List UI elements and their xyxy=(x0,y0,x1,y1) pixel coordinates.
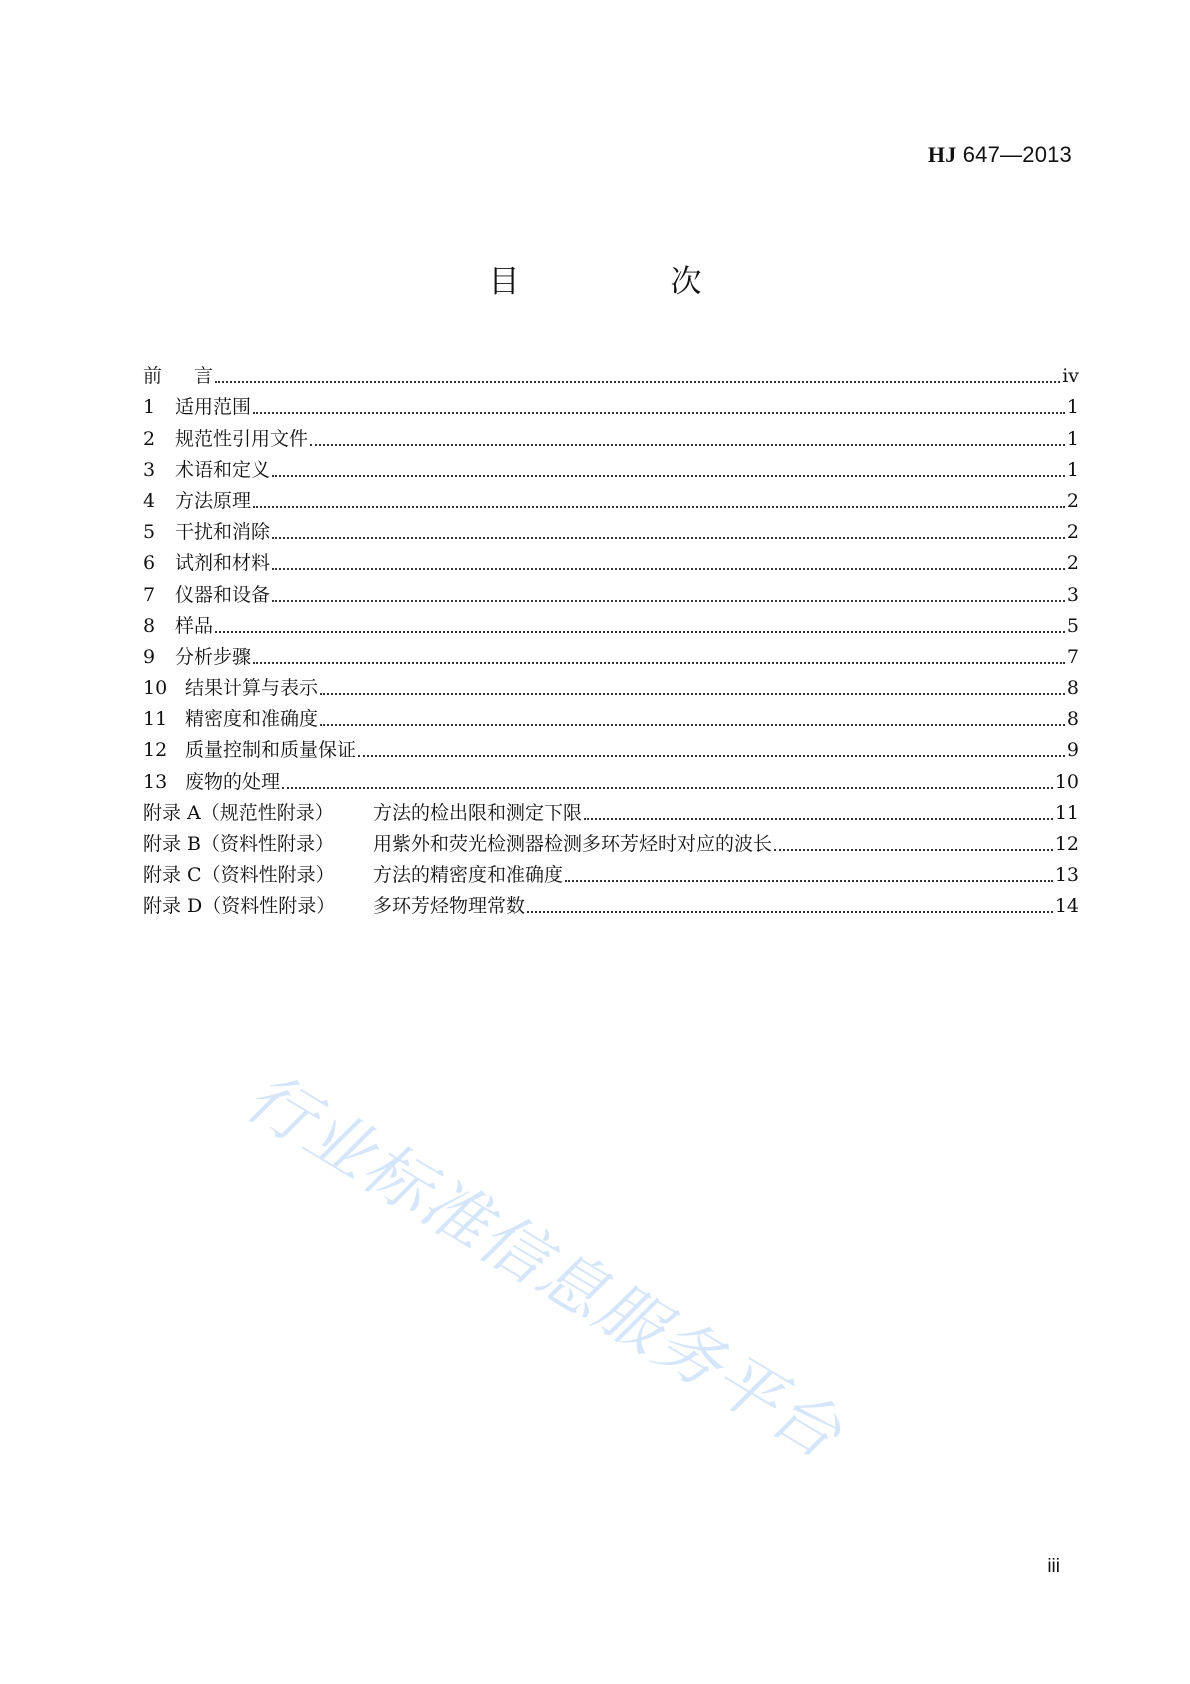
toc-entry[interactable] xyxy=(143,669,1079,700)
toc-entry-page: 3 xyxy=(1066,583,1079,606)
toc-entry-page: 8 xyxy=(1066,708,1079,731)
toc-entry-title: 仪器和设备 xyxy=(175,583,271,606)
toc-entry-page: 1 xyxy=(1066,458,1079,481)
dot-leader xyxy=(565,879,1053,882)
toc-entry[interactable] xyxy=(143,607,1079,638)
toc-entry-number: 附录 D（资料性附录） xyxy=(143,895,336,918)
toc-entry-number: 7 xyxy=(143,583,156,606)
toc-entry-page: 14 xyxy=(1054,895,1079,918)
toc-entry-page: 9 xyxy=(1066,739,1079,762)
toc-entry-title: 多环芳烃物理常数 xyxy=(373,895,526,918)
toc-entry[interactable] xyxy=(143,638,1079,669)
toc-entry-page: 13 xyxy=(1054,864,1079,887)
dot-leader xyxy=(358,754,1065,757)
toc-entry-number: 3 xyxy=(143,458,156,481)
toc-entry-page: 2 xyxy=(1066,521,1079,544)
toc-entry-page: 10 xyxy=(1054,770,1079,793)
watermark: 行业标准信息服务平台 xyxy=(232,1057,856,1475)
toc-entry-title: 分析步骤 xyxy=(175,645,252,668)
toc-entry-title: 试剂和材料 xyxy=(175,552,271,575)
toc-entry[interactable] xyxy=(143,731,1079,762)
toc-entry-title: 精密度和准确度 xyxy=(185,708,319,731)
dot-leader xyxy=(282,786,1053,789)
toc-entry-number: 10 xyxy=(143,677,168,700)
table-of-contents xyxy=(143,357,1079,918)
toc-entry-page: 7 xyxy=(1066,645,1079,668)
toc-entry[interactable] xyxy=(143,419,1079,450)
toc-entry[interactable] xyxy=(143,887,1079,918)
toc-entry-page: 2 xyxy=(1066,552,1079,575)
toc-entry-title: 方法的精密度和准确度 xyxy=(373,864,564,887)
toc-entry-page: 8 xyxy=(1066,677,1079,700)
toc-entry[interactable] xyxy=(143,482,1079,513)
document-code xyxy=(928,142,1072,168)
dot-leader xyxy=(584,817,1053,820)
page-number: iii xyxy=(1047,1556,1060,1577)
dot-leader xyxy=(320,692,1065,695)
toc-entry-title: 样品 xyxy=(175,614,214,637)
toc-entry[interactable] xyxy=(143,451,1079,482)
standard-number: 647—2013 xyxy=(962,142,1072,167)
toc-entry-title: 干扰和消除 xyxy=(175,521,271,544)
toc-entry-number: 前 xyxy=(143,365,163,388)
toc-entry-page: 1 xyxy=(1066,396,1079,419)
toc-entry-title: 结果计算与表示 xyxy=(185,677,319,700)
toc-entry-number: 附录 B（资料性附录） xyxy=(143,833,335,855)
standard-prefix: HJ xyxy=(927,142,957,167)
toc-entry-title: 术语和定义 xyxy=(175,458,271,481)
toc-entry-number: 6 xyxy=(143,552,156,575)
toc-entry[interactable] xyxy=(143,700,1079,731)
toc-entry-page: 5 xyxy=(1066,614,1079,637)
toc-entry-title: 质量控制和质量保证 xyxy=(185,739,357,762)
toc-entry-number: 11 xyxy=(143,708,168,731)
toc-entry-title: 规范性引用文件 xyxy=(175,427,309,450)
dot-leader xyxy=(774,848,1053,851)
toc-entry-number: 附录 A（规范性附录） xyxy=(143,801,334,824)
toc-entry-number: 13 xyxy=(143,770,168,793)
dot-leader xyxy=(253,505,1065,508)
page-title: 目 次 xyxy=(488,264,762,300)
toc-entry-title: 言 xyxy=(175,365,214,388)
toc-entry[interactable] xyxy=(143,825,1079,856)
dot-leader xyxy=(272,474,1065,477)
toc-entry-number: 12 xyxy=(143,739,168,762)
toc-entry-number: 5 xyxy=(143,521,156,544)
dot-leader xyxy=(253,661,1065,664)
toc-entry-number: 8 xyxy=(143,614,156,637)
toc-entry-page: 1 xyxy=(1066,427,1079,450)
toc-entry[interactable] xyxy=(143,513,1079,544)
toc-entry-number: 附录 C（资料性附录） xyxy=(143,864,335,887)
toc-entry[interactable] xyxy=(143,357,1079,388)
dot-leader xyxy=(320,723,1065,726)
toc-entry[interactable] xyxy=(143,544,1079,575)
toc-entry-page: iv xyxy=(1062,365,1079,388)
toc-entry-title: 适用范围 xyxy=(175,396,252,419)
dot-leader xyxy=(272,536,1065,539)
toc-entry[interactable] xyxy=(143,762,1079,793)
toc-entry-number: 9 xyxy=(143,645,156,668)
toc-entry-page: 11 xyxy=(1054,801,1079,824)
toc-entry[interactable] xyxy=(143,856,1079,887)
toc-entry-number: 2 xyxy=(143,427,156,450)
toc-entry-page: 12 xyxy=(1054,833,1079,855)
toc-entry-title: 方法原理 xyxy=(175,489,252,512)
toc-entry-number: 4 xyxy=(143,489,156,512)
dot-leader xyxy=(215,380,1060,383)
dot-leader xyxy=(527,910,1053,913)
dot-leader xyxy=(272,599,1065,602)
toc-entry-number: 1 xyxy=(143,396,156,419)
toc-entry-title: 方法的检出限和测定下限 xyxy=(373,801,583,824)
toc-entry-title: 废物的处理 xyxy=(185,770,281,793)
toc-entry[interactable] xyxy=(143,794,1079,825)
dot-leader xyxy=(215,630,1065,633)
toc-entry-page: 2 xyxy=(1066,489,1079,512)
dot-leader xyxy=(272,567,1065,570)
toc-entry[interactable] xyxy=(143,575,1079,606)
dot-leader xyxy=(253,411,1065,414)
toc-entry-title: 用紫外和荧光检测器检测多环芳烃时对应的波长 xyxy=(373,833,773,855)
dot-leader xyxy=(310,443,1065,446)
toc-entry[interactable] xyxy=(143,388,1079,419)
